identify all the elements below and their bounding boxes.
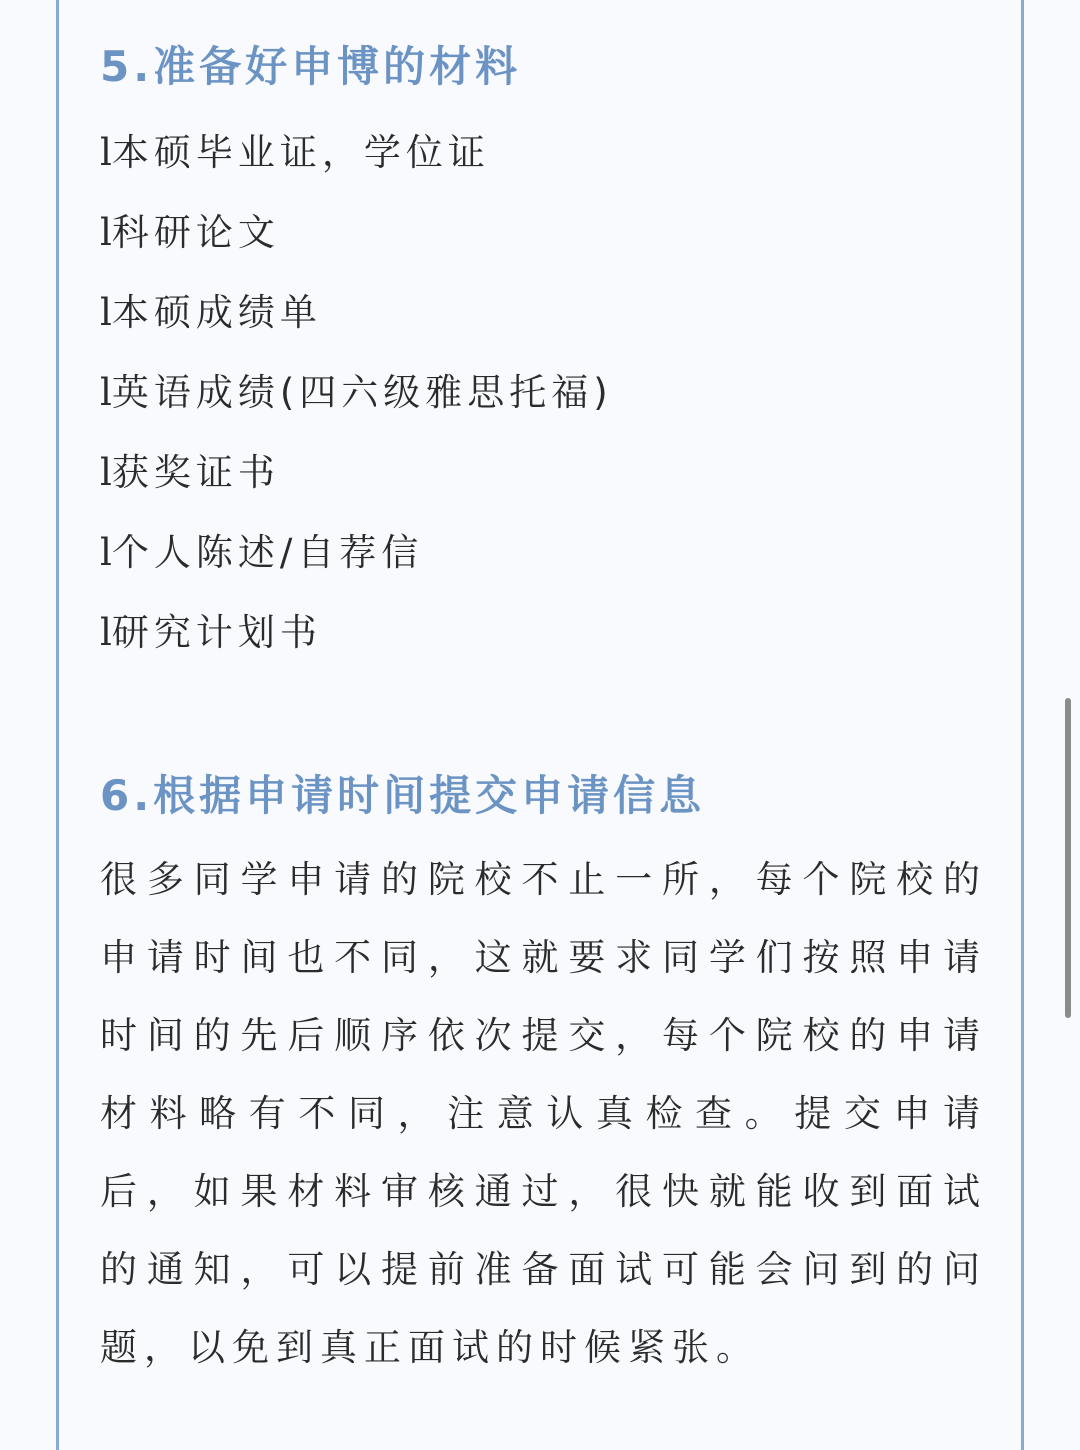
list-item-text: 英语成绩(四六级雅思托福): [111, 371, 613, 414]
list-item: [100, 291, 613, 371]
list-item-text: 本硕成绩单: [111, 291, 322, 334]
paragraph-line: 的通知，可以提前准备面试可能会问到的问: [100, 1248, 980, 1291]
left-border: [56, 0, 59, 1450]
list-item-text: 科研论文: [111, 211, 280, 254]
list-item-text: 个人陈述/自荐信: [111, 531, 424, 574]
paragraph-line: 后，如果材料审核通过，很快就能收到面试: [100, 1170, 980, 1213]
bullet-marker: l: [100, 131, 112, 174]
list-item: [100, 371, 613, 451]
bullet-marker: l: [100, 611, 112, 654]
bullet-marker: l: [100, 371, 112, 414]
section-6-title: 6.根据申请时间提交申请信息: [100, 771, 706, 820]
list-item: [100, 611, 613, 691]
bullet-marker: l: [100, 211, 112, 254]
section-6-paragraph: [100, 856, 980, 1402]
paragraph-line: 题，以免到真正面试的时候紧张。: [100, 1326, 760, 1369]
paragraph-line: 时间的先后顺序依次提交，每个院校的申请: [100, 1014, 980, 1057]
list-item: [100, 451, 613, 531]
list-item: [100, 131, 613, 211]
bullet-marker: l: [100, 451, 112, 494]
paragraph-line: 材料略有不同，注意认真检查。提交申请: [100, 1092, 980, 1135]
list-item-text: 获奖证书: [111, 451, 280, 494]
list-item-text: 研究计划书: [111, 611, 322, 654]
right-border: [1021, 0, 1024, 1450]
materials-list: [100, 131, 613, 691]
list-item: [100, 531, 613, 611]
bullet-marker: l: [100, 291, 112, 334]
paragraph-line: 很多同学申请的院校不止一所，每个院校的: [100, 858, 980, 901]
scrollbar-thumb[interactable]: [1065, 698, 1071, 1018]
section-5-title: 5.准备好申博的材料: [100, 42, 522, 91]
paragraph-line: 申请时间也不同，这就要求同学们按照申请: [100, 936, 980, 979]
bullet-marker: l: [100, 531, 112, 574]
list-item-text: 本硕毕业证，学位证: [111, 131, 490, 174]
list-item: [100, 211, 613, 291]
